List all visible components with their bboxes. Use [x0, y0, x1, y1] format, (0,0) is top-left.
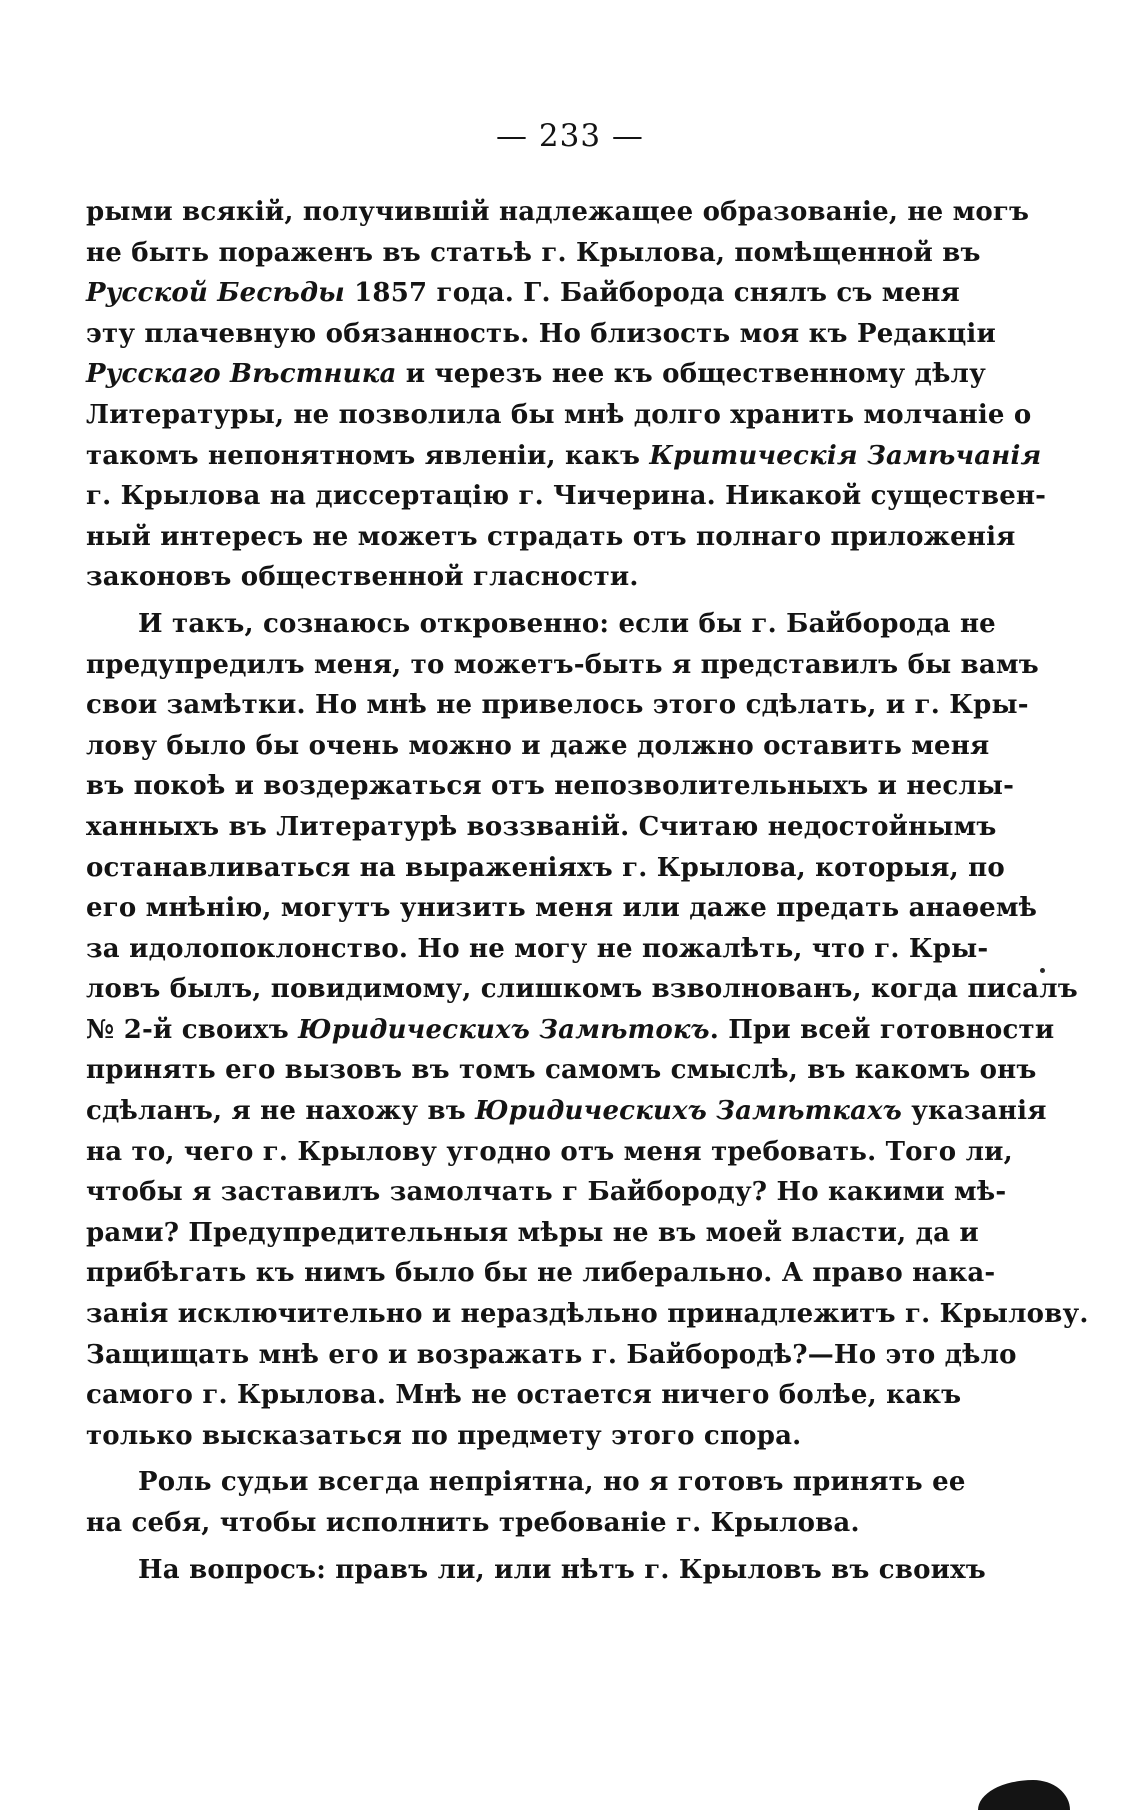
text-line: [86, 929, 989, 970]
text-run: на то, чего г. Крылову угодно отъ меня требовать. Того ли,: [86, 1136, 1013, 1167]
text-run: самого г. Крылова. Мнѣ не остается ничего болѣе, какъ: [86, 1380, 962, 1411]
text-line: [86, 314, 996, 355]
text-line: [86, 766, 1015, 807]
text-run: № 2-й своихъ: [86, 1014, 299, 1045]
paragraph: [86, 1462, 966, 1543]
text-run: въ покоѣ и воздержаться отъ непозволительныхъ и неслы-: [86, 771, 1015, 802]
body-text: [86, 192, 1089, 1590]
text-line: [86, 1213, 979, 1254]
text-run: И такъ, сознаюсь откровенно: если бы г. Байборода не: [138, 608, 996, 639]
text-line: [86, 1550, 986, 1591]
italic-title: Юридическихъ Замѣткахъ: [475, 1096, 902, 1127]
text-line: [86, 807, 997, 848]
text-line: [86, 1091, 1047, 1132]
text-run: указанія: [901, 1096, 1047, 1127]
paragraph: [86, 1550, 986, 1591]
text-run: рыми всякій, получившій надлежащее образованіе, не могъ: [86, 197, 1030, 227]
text-run: Литературы, не позволила бы мнѣ долго хранить молчаніе о: [86, 399, 1032, 430]
text-line: [86, 1416, 924, 1457]
italic-title: Юридическихъ Замѣтокъ: [298, 1014, 710, 1045]
italic-title: Русской Бесѣды: [86, 278, 345, 309]
text-line: [86, 517, 1016, 558]
paragraph: [86, 192, 1047, 598]
text-run: прибѣгать къ нимъ было бы не либерально. А право нака-: [86, 1258, 996, 1289]
text-line: [86, 1010, 1055, 1051]
text-line: [86, 1375, 962, 1416]
text-run: рами? Предупредительныя мѣры не въ моей власти, да и: [86, 1217, 979, 1248]
text-run: ный интересъ не можетъ страдать отъ полнаго приложенія: [86, 521, 1016, 552]
text-run: останавливаться на выраженіяхъ г. Крылова, которыя, по: [86, 852, 1005, 883]
text-line: [86, 1132, 1013, 1173]
text-run: ловъ былъ, повидимому, слишкомъ взволнованъ, когда писалъ: [86, 974, 1078, 1005]
text-run: сдѣланъ, я не нахожу въ: [86, 1096, 476, 1127]
text-line: [86, 645, 1039, 686]
text-line: [86, 1050, 1037, 1091]
text-line: [86, 604, 996, 645]
text-run: предупредилъ меня, то можетъ-быть я представилъ бы вамъ: [86, 649, 1039, 680]
text-run: принять его вызовъ въ томъ самомъ смыслѣ, въ какомъ онъ: [86, 1055, 1037, 1086]
text-line: [86, 273, 960, 314]
text-run: . При всей готовности: [709, 1014, 1055, 1045]
text-line: [86, 1462, 966, 1503]
text-run: Роль судьи всегда непріятна, но я готовъ принять ее: [138, 1467, 966, 1498]
text-line: [86, 233, 981, 274]
text-line: [86, 969, 1078, 1010]
text-line: [86, 1294, 1089, 1335]
text-line: [86, 1253, 996, 1294]
text-run: ханныхъ въ Литературѣ воззваній. Считаю недостойнымъ: [86, 811, 997, 842]
text-run: только высказаться по предмету этого спора.: [86, 1420, 802, 1451]
ink-blot-mark: [978, 1780, 1070, 1810]
text-line: [86, 1172, 1007, 1213]
text-line: [86, 1335, 1017, 1376]
text-run: лову было бы очень можно и даже должно оставить меня: [86, 730, 990, 761]
text-run: и черезъ нее къ общественному дѣлу: [396, 359, 986, 390]
text-run: эту плачевную обязанность. Но близость моя къ Редакціи: [86, 318, 996, 349]
text-line: [86, 395, 1032, 436]
text-run: его мнѣнію, могутъ унизить меня или даже предать анаѳемѣ: [86, 893, 1038, 924]
text-run: на себя, чтобы исполнить требованіе г. Крылова.: [86, 1508, 860, 1538]
text-line: [86, 354, 986, 395]
text-run: за идолопоклонство. Но не могу не пожалѣть, что г. Кры-: [86, 933, 989, 964]
text-line: [86, 436, 1042, 477]
text-line: [86, 1503, 924, 1544]
page-number: — 233 —: [496, 118, 644, 154]
italic-title: Критическія Замѣчанія: [649, 440, 1042, 471]
text-run: не быть пораженъ въ статьѣ г. Крылова, помѣщенной въ: [86, 237, 981, 268]
text-run: занія исключительно и нераздѣльно принадлежитъ г. Крылову.: [86, 1299, 1089, 1330]
text-line: [86, 726, 990, 767]
text-line: [86, 848, 1005, 889]
text-line: [86, 476, 1047, 517]
text-run: свои замѣтки. Но мнѣ не привелось этого сдѣлать, и г. Кры-: [86, 690, 1029, 721]
text-line: [86, 888, 1038, 929]
text-run: 1857 года. Г. Байборода снялъ съ меня: [344, 278, 960, 309]
text-run: чтобы я заставилъ замолчать г Байбороду? Но какими мѣ-: [86, 1177, 1007, 1208]
text-run: г. Крылова на диссертацію г. Чичерина. Никакой существен-: [86, 481, 1047, 512]
text-line: [86, 192, 1030, 233]
margin-speck: [1040, 968, 1045, 973]
text-run: такомъ непонятномъ явленіи, какъ: [86, 440, 650, 471]
text-run: законовъ общественной гласности.: [86, 562, 639, 593]
text-line: [86, 557, 924, 598]
italic-title: Русскаго Вѣстника: [86, 359, 397, 390]
text-run: На вопросъ: правъ ли, или нѣтъ г. Крыловъ въ своихъ: [138, 1554, 986, 1585]
paragraph: [86, 604, 1089, 1456]
text-run: Защищать мнѣ его и возражать г. Байбородѣ?—Но это дѣло: [86, 1339, 1017, 1370]
text-line: [86, 685, 1029, 726]
